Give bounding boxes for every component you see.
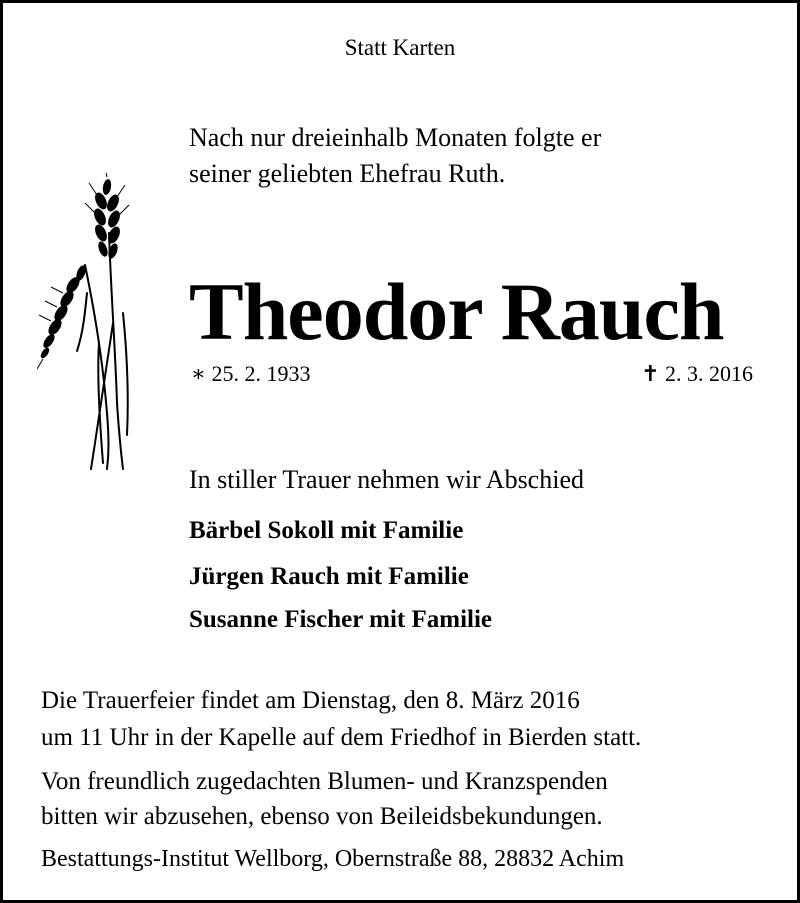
intro-line-1: Nach nur dreieinhalb Monaten folgte er — [189, 123, 602, 152]
family-entry: Susanne Fischer mit Familie — [189, 606, 493, 633]
birth-date: ∗ 25. 2. 1933 — [191, 361, 311, 386]
mourning-line: In stiller Trauer nehmen wir Abschied — [189, 465, 584, 494]
intro-line-2: seiner geliebten Ehefrau Ruth. — [189, 159, 506, 188]
header-text: Statt Karten — [344, 35, 456, 60]
ceremony-line-1: Die Trauerfeier findet am Dienstag, den 8. März 2016 — [41, 687, 580, 714]
family-entry: Jürgen Rauch mit Familie — [189, 563, 469, 590]
family-entry: Bärbel Sokoll mit Familie — [189, 517, 464, 544]
flowers-line-2: bitten wir abzusehen, ebenso von Beileidsbekundungen. — [41, 803, 603, 830]
deceased-name: Theodor Rauch — [189, 266, 724, 357]
wheat-icon — [37, 173, 137, 471]
ceremony-line-2: um 11 Uhr in der Kapelle auf dem Friedhof in Bierden statt. — [41, 724, 642, 751]
funeral-home-address: Bestattungs-Institut Wellborg, Obernstraße 88, 28832 Achim — [41, 846, 625, 872]
flowers-line-1: Von freundlich zugedachten Blumen- und Kranzspenden — [41, 768, 608, 795]
death-date: ✝ 2. 3. 2016 — [641, 361, 753, 386]
